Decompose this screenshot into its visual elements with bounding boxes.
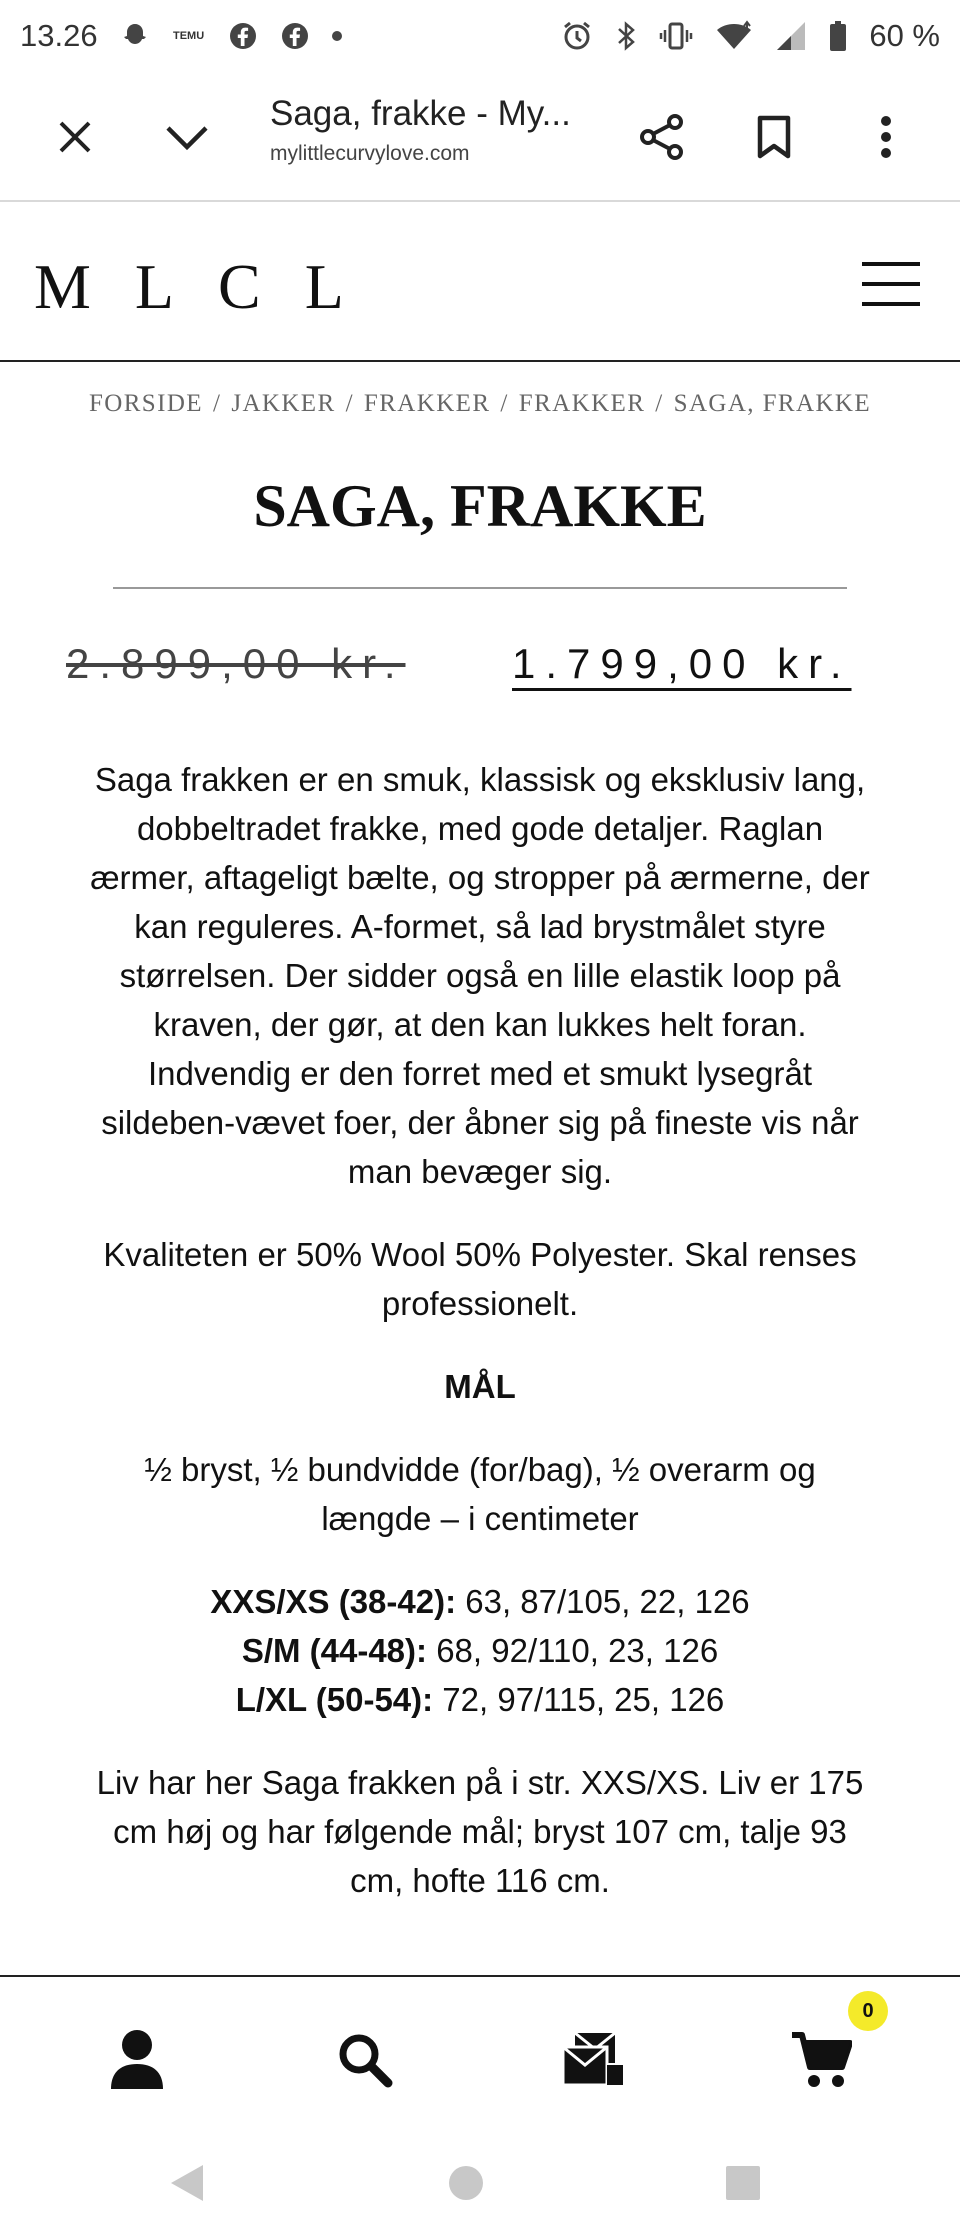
status-bar (0, 0, 960, 72)
price-original: 2.899,00 kr. (66, 640, 406, 687)
quality-text: Kvaliteten er 50% Wool 50% Polyester. Skal renses professionelt. (103, 1236, 857, 1322)
temu-icon (172, 30, 206, 42)
model-info: Liv har her Saga frakken på i str. XXS/XS. Liv er 175 cm høj og har følgende mål; bryst 107 cm, talje 93 cm, hofte 116 cm. (96, 1764, 864, 1899)
dot-icon (332, 31, 342, 41)
price-sale: 1.799,00 kr. (512, 640, 852, 687)
browser-toolbar (0, 72, 960, 202)
size-label: XXS/XS (38-42): (210, 1583, 457, 1620)
cart-icon[interactable] (786, 2025, 856, 2095)
share-icon[interactable] (632, 107, 692, 167)
account-icon[interactable] (102, 2025, 172, 2095)
title-divider (113, 587, 847, 589)
vibrate-icon (659, 20, 693, 52)
home-icon[interactable] (443, 2160, 489, 2206)
site-logo[interactable]: MLCL (34, 251, 388, 322)
site-header (0, 202, 960, 362)
menu-icon[interactable] (862, 262, 920, 306)
breadcrumb-item-jakker[interactable]: JAKKER (231, 390, 336, 417)
contact-icon[interactable] (558, 2025, 628, 2095)
breadcrumb-item-forside[interactable]: FORSIDE (88, 390, 203, 417)
more-vert-icon[interactable] (856, 107, 916, 167)
status-time: 13.26 (20, 18, 98, 53)
breadcrumb: FORSIDE / JAKKER / FRAKKER / FRAKKER / SAGA, FRAKKE (88, 390, 872, 417)
browser-url: mylittlecurvylove.com (270, 142, 470, 165)
description-text: Saga frakken er en smuk, klassisk og eksklusiv lang, dobbeltradet frakke, med gode detaljer. Raglan ærmer, aftageligt bælte, og stropper på ærmerne, der kan reguleres. A-formet, så lad brystmålet styre størrelsen. Der sidder også en lille elastik loop på kraven, der gør, at den kan lukkes helt foran. Indvendig er den forret med et smukt lysegråt sildeben-vævet foer, der åbner sig på fineste vis når man bevæger sig. (90, 761, 870, 1190)
breadcrumb-item-frakker-2[interactable]: FRAKKER (518, 390, 646, 417)
bluetooth-icon (615, 20, 637, 52)
price-row (0, 640, 960, 700)
bookmark-icon[interactable] (744, 107, 804, 167)
size-values: 63, 87/105, 22, 126 (456, 1583, 750, 1620)
breadcrumb-item-frakker[interactable]: FRAKKER (363, 390, 491, 417)
search-icon[interactable] (330, 2025, 400, 2095)
size-label: S/M (44-48): (241, 1632, 428, 1669)
wifi-icon (715, 20, 753, 52)
size-values: 72, 97/115, 25, 126 (433, 1681, 725, 1718)
breadcrumb-item-current: SAGA, FRAKKE (673, 390, 872, 417)
cart-count-badge: 0 (848, 1991, 888, 2031)
status-bar-right (561, 18, 940, 54)
facebook-icon (280, 21, 310, 51)
page-title: SAGA, FRAKKE (253, 473, 707, 539)
android-nav-bar (0, 2125, 960, 2240)
close-icon[interactable] (45, 107, 105, 167)
battery-icon (829, 20, 847, 52)
snapchat-icon (120, 21, 150, 51)
recents-icon[interactable] (720, 2160, 766, 2206)
size-row (210, 1583, 749, 1620)
back-icon[interactable] (164, 2160, 210, 2206)
chevron-down-icon[interactable] (157, 107, 217, 167)
size-label: L/XL (50-54): (235, 1681, 434, 1718)
temu-label: TEMU (172, 30, 205, 42)
product-description (90, 755, 870, 1939)
bottom-nav (0, 1975, 960, 2125)
size-row (242, 1632, 718, 1669)
browser-title-block[interactable] (270, 94, 600, 166)
size-table (90, 1577, 870, 1724)
size-values: 68, 92/110, 23, 126 (427, 1632, 719, 1669)
measure-heading: MÅL (444, 1368, 516, 1405)
battery-percent: 60 % (869, 18, 940, 53)
alarm-icon (561, 20, 593, 52)
browser-page-title: Saga, frakke - My... (270, 94, 571, 133)
measure-note: ½ bryst, ½ bundvidde (for/bag), ½ overarm og længde – i centimeter (144, 1451, 816, 1537)
size-row (236, 1681, 725, 1718)
signal-icon (775, 20, 807, 52)
status-bar-left (20, 18, 342, 54)
facebook-icon (228, 21, 258, 51)
